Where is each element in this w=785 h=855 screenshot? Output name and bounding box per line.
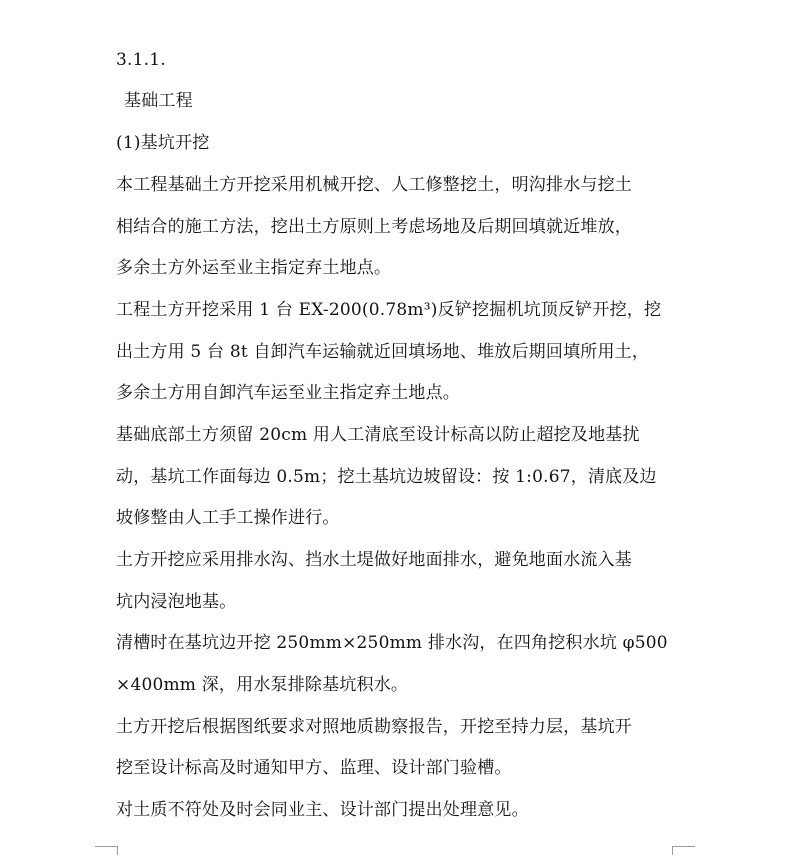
paragraph-line: 土方开挖应采用排水沟、挡水土堤做好地面排水，避免地面水流入基 <box>116 550 632 570</box>
paragraph-line: 基础底部土方须留 20cm 用人工清底至设计标高以防止超挖及地基扰 <box>116 425 640 445</box>
paragraph-line: 多余土方用自卸汽车运至业主指定弃土地点。 <box>116 383 460 403</box>
paragraph-line: 挖至设计标高及时通知甲方、监理、设计部门验槽。 <box>116 758 512 778</box>
paragraph-line: 对土质不符处及时会同业主、设计部门提出处理意见。 <box>116 800 529 820</box>
paragraph-line: 坑内浸泡地基。 <box>116 592 237 612</box>
paragraph-line: ×400mm 深，用水泵排除基坑积水。 <box>116 675 409 695</box>
paragraph-line: 本工程基础土方开挖采用机械开挖、人工修整挖土，明沟排水与挖土 <box>116 175 632 195</box>
paragraph-line: 多余土方外运至业主指定弃土地点。 <box>116 258 392 278</box>
paragraph-line: 工程土方开挖采用 1 台 EX-200(0.78m³)反铲挖掘机坑顶反铲开挖，挖 <box>116 300 662 320</box>
paragraph-line: 出土方用 5 台 8t 自卸汽车运输就近回填场地、堆放后期回填所用土， <box>116 342 650 362</box>
paragraph-line: 坡修整由人工手工操作进行。 <box>116 508 340 528</box>
subsection-title: (1)基坑开挖 <box>116 133 210 153</box>
paragraph-line: 土方开挖后根据图纸要求对照地质勘察报告，开挖至持力层，基坑开 <box>116 717 632 737</box>
paragraph-line: 相结合的施工方法，挖出土方原则上考虑场地及后期回填就近堆放， <box>116 217 632 237</box>
paragraph-line: 动，基坑工作面每边 0.5m；挖土基坑边坡留设：按 1:0.67，清底及边 <box>116 467 657 487</box>
section-title: 基础工程 <box>124 91 193 111</box>
paragraph-line: 清槽时在基坑边开挖 250mm×250mm 排水沟，在四角挖积水坑 φ500 <box>116 633 668 653</box>
section-number: 3.1.1. <box>116 50 166 70</box>
